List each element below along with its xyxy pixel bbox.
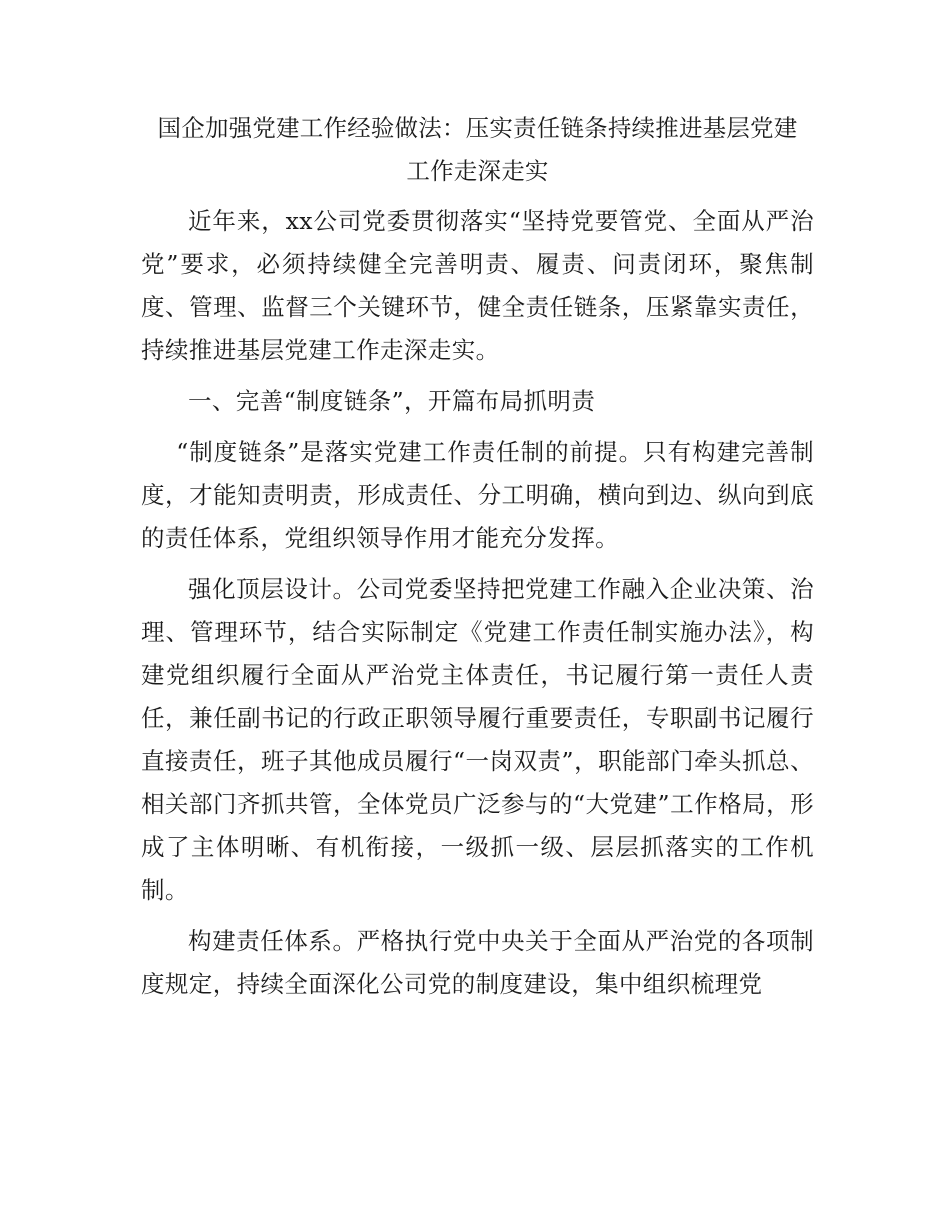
intro-paragraph: 近年来，xx公司党委贯彻落实“坚持党要管党、全面从严治党”要求，必须持续健全完善明责、履责、问责闭环，聚焦制度、管理、监督三个关键环节，健全责任链条，压紧靠实责任，持续推进基层党建工作走深走实。 xyxy=(141,207,814,364)
document-title-line-2: 工作走深走实 xyxy=(406,157,549,185)
body-paragraph-responsibility-system: 构建责任体系。严格执行党中央关于全面从严治党的各项制度规定，持续全面深化公司党的制度建设，集中组织梳理党 xyxy=(141,927,814,998)
section-heading-1: 一、完善“制度链条”，开篇布局抓明责 xyxy=(188,387,596,415)
body-paragraph-institution-chain: “制度链条”是落实党建工作责任制的前提。只有构建完善制度，才能知责明责，形成责任、分工明确，横向到边、纵向到底的责任体系，党组织领导作用才能充分发挥。 xyxy=(141,438,814,552)
document-title-line-1: 国企加强党建工作经验做法：压实责任链条持续推进基层党建 xyxy=(157,114,798,142)
document-title xyxy=(141,107,814,193)
body-paragraph-top-level-design: 强化顶层设计。公司党委坚持把党建工作融入企业决策、治理、管理环节，结合实际制定《党建工作责任制实施办法》，构建党组织履行全面从严治党主体责任，书记履行第一责任人责任，兼任副书记的行政正职领导履行重要责任，专职副书记履行直接责任，班子其他成员履行“一岗双责”，职能部门牵头抓总、相关部门齐抓共管，全体党员广泛参与的“大党建”工作格局，形成了主体明晰、有机衔接，一级抓一级、层层抓落实的工作机制。 xyxy=(141,575,814,904)
